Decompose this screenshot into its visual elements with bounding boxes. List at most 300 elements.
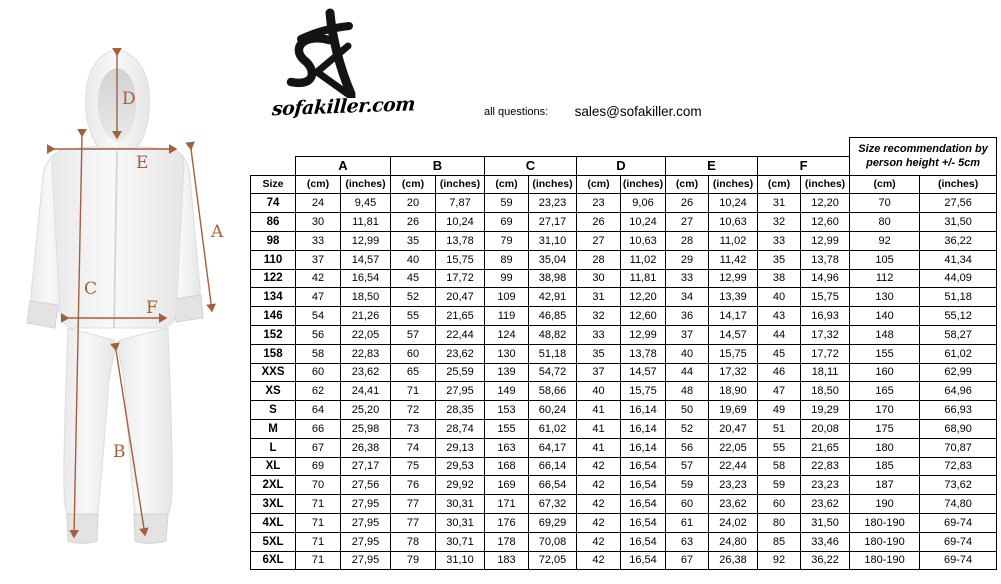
value-cell: 22,05 [341,325,391,344]
size-cell: 5XL [251,532,296,551]
value-cell: 11,81 [341,213,391,232]
label-B: B [113,442,126,462]
size-cell: XS [251,382,296,401]
size-cell: 6XL [251,551,296,570]
column-group-B: B [391,156,485,175]
value-cell: 52 [391,288,436,307]
value-cell: 50 [666,401,709,420]
table-row [251,419,997,438]
value-cell: 56 [296,325,341,344]
value-cell: 66 [296,419,341,438]
value-cell: 42,91 [529,288,577,307]
contact-email: sales@sofakiller.com [574,104,702,120]
value-cell: 37 [666,325,709,344]
value-cell: 153 [485,401,529,420]
table-row [251,250,997,269]
value-cell: 185 [850,457,920,476]
value-cell: 72 [391,401,436,420]
value-cell: 68,90 [920,419,997,438]
value-cell: 51 [758,419,801,438]
value-cell: 44 [666,363,709,382]
table-row [251,551,997,570]
right-cuff [173,295,203,322]
table-row [251,213,997,232]
value-cell: 109 [485,288,529,307]
recommendation-header-line2: person height +/- 5cm [866,157,981,170]
value-cell: 64,17 [529,438,577,457]
value-cell: 20,47 [436,288,485,307]
value-cell: 51,18 [920,288,997,307]
value-cell: 27,56 [341,476,391,495]
value-cell: 23,23 [801,476,850,495]
column-group-E: E [666,156,758,175]
value-cell: 21,26 [341,307,391,326]
size-cell: 122 [251,269,296,288]
value-cell: 24 [296,194,341,213]
table-row [251,438,997,457]
value-cell: 171 [485,495,529,514]
value-cell: 15,75 [709,344,758,363]
sk-logo-icon [270,6,390,98]
size-cell: 152 [251,325,296,344]
value-cell: 16,54 [621,495,666,514]
value-cell: 41 [577,419,621,438]
label-A: A [211,222,224,242]
size-cell: 4XL [251,513,296,532]
contact-label: all questions: [484,105,549,118]
inches-header: (inches) [920,175,997,194]
value-cell: 21,65 [436,307,485,326]
value-cell: 26 [577,213,621,232]
size-cell: 158 [251,344,296,363]
cm-header: (cm) [296,175,341,194]
table-row [251,269,997,288]
value-cell: 60 [296,363,341,382]
value-cell: 44,09 [920,269,997,288]
value-cell: 27,17 [341,457,391,476]
onesie-body [27,50,203,543]
value-cell: 27,56 [920,194,997,213]
value-cell: 7,87 [436,194,485,213]
value-cell: 168 [485,457,529,476]
value-cell: 42 [577,457,621,476]
value-cell: 17,32 [709,363,758,382]
value-cell: 16,14 [621,438,666,457]
left-leg-cuff [67,514,98,543]
inches-header: (inches) [436,175,485,194]
brand-logo [270,6,390,98]
value-cell: 16,54 [621,551,666,570]
value-cell: 28,74 [436,419,485,438]
value-cell: 27 [666,213,709,232]
value-cell: 57 [666,457,709,476]
value-cell: 178 [485,532,529,551]
value-cell: 27,17 [529,213,577,232]
value-cell: 62 [296,382,341,401]
value-cell: 31,50 [920,213,997,232]
value-cell: 41 [577,438,621,457]
label-E: E [136,153,149,173]
table-row [251,495,997,514]
value-cell: 14,17 [709,307,758,326]
value-cell: 99 [485,269,529,288]
value-cell: 63 [666,532,709,551]
value-cell: 187 [850,476,920,495]
value-cell: 23,62 [436,344,485,363]
value-cell: 23,23 [709,476,758,495]
value-cell: 31,10 [529,231,577,250]
value-cell: 16,14 [621,401,666,420]
value-cell: 13,78 [621,344,666,363]
value-cell: 59 [666,476,709,495]
value-cell: 77 [391,495,436,514]
value-cell: 61,02 [920,344,997,363]
value-cell: 24,02 [709,513,758,532]
value-cell: 18,90 [709,382,758,401]
cm-header: (cm) [758,175,801,194]
value-cell: 27,95 [341,532,391,551]
value-cell: 70,08 [529,532,577,551]
value-cell: 56 [666,438,709,457]
value-cell: 71 [296,495,341,514]
value-cell: 25,98 [341,419,391,438]
value-cell: 42 [296,269,341,288]
value-cell: 60,24 [529,401,577,420]
value-cell: 54 [296,307,341,326]
value-cell: 33 [577,325,621,344]
value-cell: 52 [666,419,709,438]
cm-header: (cm) [666,175,709,194]
value-cell: 18,50 [341,288,391,307]
size-cell: M [251,419,296,438]
value-cell: 22,83 [801,457,850,476]
value-cell: 15,75 [436,250,485,269]
column-group-A: A [296,156,391,175]
value-cell: 51,18 [529,344,577,363]
value-cell: 67 [296,438,341,457]
value-cell: 20 [391,194,436,213]
value-cell: 30,31 [436,513,485,532]
value-cell: 67,32 [529,495,577,514]
value-cell: 23,23 [529,194,577,213]
value-cell: 55 [758,438,801,457]
value-cell: 67 [666,551,709,570]
value-cell: 148 [850,325,920,344]
value-cell: 42 [577,532,621,551]
value-cell: 119 [485,307,529,326]
value-cell: 92 [850,231,920,250]
value-cell: 23 [577,194,621,213]
value-cell: 40 [577,382,621,401]
value-cell: 40 [758,288,801,307]
value-cell: 66,14 [529,457,577,476]
table-row [251,382,997,401]
value-cell: 130 [485,344,529,363]
value-cell: 69-74 [920,513,997,532]
right-leg-cuff [134,514,168,543]
value-cell: 35 [758,250,801,269]
contact-row [484,103,702,121]
inches-header: (inches) [621,175,666,194]
value-cell: 72,83 [920,457,997,476]
value-cell: 12,60 [621,307,666,326]
table-row [251,325,997,344]
value-cell: 12,20 [801,194,850,213]
size-cell: 98 [251,231,296,250]
value-cell: 29 [666,250,709,269]
value-cell: 69,29 [529,513,577,532]
value-cell: 45 [391,269,436,288]
garment-diagram [0,0,250,584]
value-cell: 72,05 [529,551,577,570]
value-cell: 34 [666,288,709,307]
value-cell: 40 [391,250,436,269]
value-cell: 55,12 [920,307,997,326]
value-cell: 33 [666,269,709,288]
table-row [251,363,997,382]
value-cell: 66,54 [529,476,577,495]
value-cell: 155 [485,419,529,438]
value-cell: 38,98 [529,269,577,288]
value-cell: 47 [758,382,801,401]
value-cell: 22,44 [436,325,485,344]
value-cell: 21,65 [801,438,850,457]
label-D: D [122,89,136,109]
value-cell: 112 [850,269,920,288]
value-cell: 155 [850,344,920,363]
size-cell: 74 [251,194,296,213]
value-cell: 140 [850,307,920,326]
value-cell: 10,63 [621,231,666,250]
value-cell: 124 [485,325,529,344]
value-cell: 66,93 [920,401,997,420]
value-cell: 14,57 [341,250,391,269]
value-cell: 43 [758,307,801,326]
value-cell: 49 [758,401,801,420]
value-cell: 48 [666,382,709,401]
value-cell: 16,54 [621,457,666,476]
size-table [250,137,997,570]
value-cell: 41,34 [920,250,997,269]
value-cell: 12,99 [709,269,758,288]
label-C: C [84,279,98,299]
value-cell: 74 [391,438,436,457]
value-cell: 27 [577,231,621,250]
value-cell: 19,69 [709,401,758,420]
table-row [251,231,997,250]
value-cell: 57 [391,325,436,344]
value-cell: 60 [666,495,709,514]
size-cell: XL [251,457,296,476]
value-cell: 64,96 [920,382,997,401]
value-cell: 27,95 [341,513,391,532]
value-cell: 149 [485,382,529,401]
value-cell: 23,62 [709,495,758,514]
brand-site: sofakiller.com [271,93,416,121]
value-cell: 29,53 [436,457,485,476]
value-cell: 23,62 [341,363,391,382]
value-cell: 69-74 [920,532,997,551]
column-group-C: C [485,156,577,175]
value-cell: 31 [577,288,621,307]
value-cell: 24,80 [709,532,758,551]
value-cell: 16,14 [621,419,666,438]
value-cell: 30 [296,213,341,232]
value-cell: 37 [296,250,341,269]
table-row [251,344,997,363]
size-cell: 134 [251,288,296,307]
value-cell: 10,24 [436,213,485,232]
value-cell: 14,57 [621,363,666,382]
value-cell: 58,66 [529,382,577,401]
value-cell: 61,02 [529,419,577,438]
value-cell: 80 [850,213,920,232]
value-cell: 46 [758,363,801,382]
value-cell: 30,71 [436,532,485,551]
value-cell: 180-190 [850,513,920,532]
value-cell: 18,11 [801,363,850,382]
value-cell: 60 [758,495,801,514]
value-cell: 42 [577,551,621,570]
value-cell: 89 [485,250,529,269]
value-cell: 160 [850,363,920,382]
value-cell: 29,13 [436,438,485,457]
value-cell: 42 [577,495,621,514]
value-cell: 15,75 [621,382,666,401]
value-cell: 46,85 [529,307,577,326]
value-cell: 20,08 [801,419,850,438]
value-cell: 31 [758,194,801,213]
table-row [251,288,997,307]
value-cell: 25,59 [436,363,485,382]
value-cell: 11,81 [621,269,666,288]
value-cell: 58,27 [920,325,997,344]
value-cell: 169 [485,476,529,495]
size-column-header: Size [251,175,296,194]
value-cell: 24,41 [341,382,391,401]
value-cell: 36,22 [920,231,997,250]
value-cell: 71 [391,382,436,401]
size-cell: XXS [251,363,296,382]
value-cell: 19,29 [801,401,850,420]
cm-header: (cm) [485,175,529,194]
inches-header: (inches) [529,175,577,194]
value-cell: 74,80 [920,495,997,514]
value-cell: 32 [577,307,621,326]
value-cell: 78 [391,532,436,551]
value-cell: 32 [758,213,801,232]
inches-header: (inches) [341,175,391,194]
size-cell: 110 [251,250,296,269]
value-cell: 76 [391,476,436,495]
value-cell: 40 [666,344,709,363]
value-cell: 79 [485,231,529,250]
value-cell: 183 [485,551,529,570]
value-cell: 180-190 [850,532,920,551]
value-cell: 190 [850,495,920,514]
value-cell: 176 [485,513,529,532]
value-cell: 70 [296,476,341,495]
value-cell: 180-190 [850,551,920,570]
value-cell: 79 [391,551,436,570]
table-row [251,457,997,476]
table-row [251,476,997,495]
inches-header: (inches) [801,175,850,194]
value-cell: 26,38 [341,438,391,457]
value-cell: 80 [758,513,801,532]
value-cell: 58 [296,344,341,363]
column-group-D: D [577,156,666,175]
value-cell: 26,38 [709,551,758,570]
label-F: F [146,298,158,318]
value-cell: 42 [577,476,621,495]
size-cell: 3XL [251,495,296,514]
value-cell: 92 [758,551,801,570]
value-cell: 22,44 [709,457,758,476]
value-cell: 175 [850,419,920,438]
value-cell: 130 [850,288,920,307]
value-cell: 36 [666,307,709,326]
cm-header: (cm) [850,175,920,194]
value-cell: 28 [666,231,709,250]
value-cell: 11,42 [709,250,758,269]
value-cell: 16,54 [621,532,666,551]
value-cell: 12,99 [341,231,391,250]
size-cell: 146 [251,307,296,326]
recommendation-header-row [251,138,997,157]
value-cell: 73 [391,419,436,438]
value-cell: 35 [391,231,436,250]
value-cell: 11,02 [621,250,666,269]
table-row [251,513,997,532]
value-cell: 62,99 [920,363,997,382]
value-cell: 77 [391,513,436,532]
value-cell: 33 [296,231,341,250]
value-cell: 48,82 [529,325,577,344]
table-row [251,401,997,420]
cm-header: (cm) [577,175,621,194]
value-cell: 28 [577,250,621,269]
value-cell: 18,50 [801,382,850,401]
value-cell: 16,54 [621,513,666,532]
value-cell: 44 [758,325,801,344]
value-cell: 16,93 [801,307,850,326]
value-cell: 42 [577,513,621,532]
value-cell: 12,60 [801,213,850,232]
value-cell: 36,22 [801,551,850,570]
column-group-F: F [758,156,850,175]
value-cell: 26 [391,213,436,232]
value-cell: 17,72 [801,344,850,363]
value-cell: 163 [485,438,529,457]
size-cell: S [251,401,296,420]
value-cell: 13,39 [709,288,758,307]
value-cell: 27,95 [341,551,391,570]
value-cell: 22,83 [341,344,391,363]
value-cell: 37 [577,363,621,382]
value-cell: 14,57 [709,325,758,344]
table-row [251,532,997,551]
value-cell: 31,50 [801,513,850,532]
recommendation-header [850,138,997,176]
value-cell: 165 [850,382,920,401]
value-cell: 31,10 [436,551,485,570]
value-cell: 17,32 [801,325,850,344]
value-cell: 85 [758,532,801,551]
table-row [251,194,997,213]
value-cell: 35,04 [529,250,577,269]
value-cell: 12,99 [621,325,666,344]
